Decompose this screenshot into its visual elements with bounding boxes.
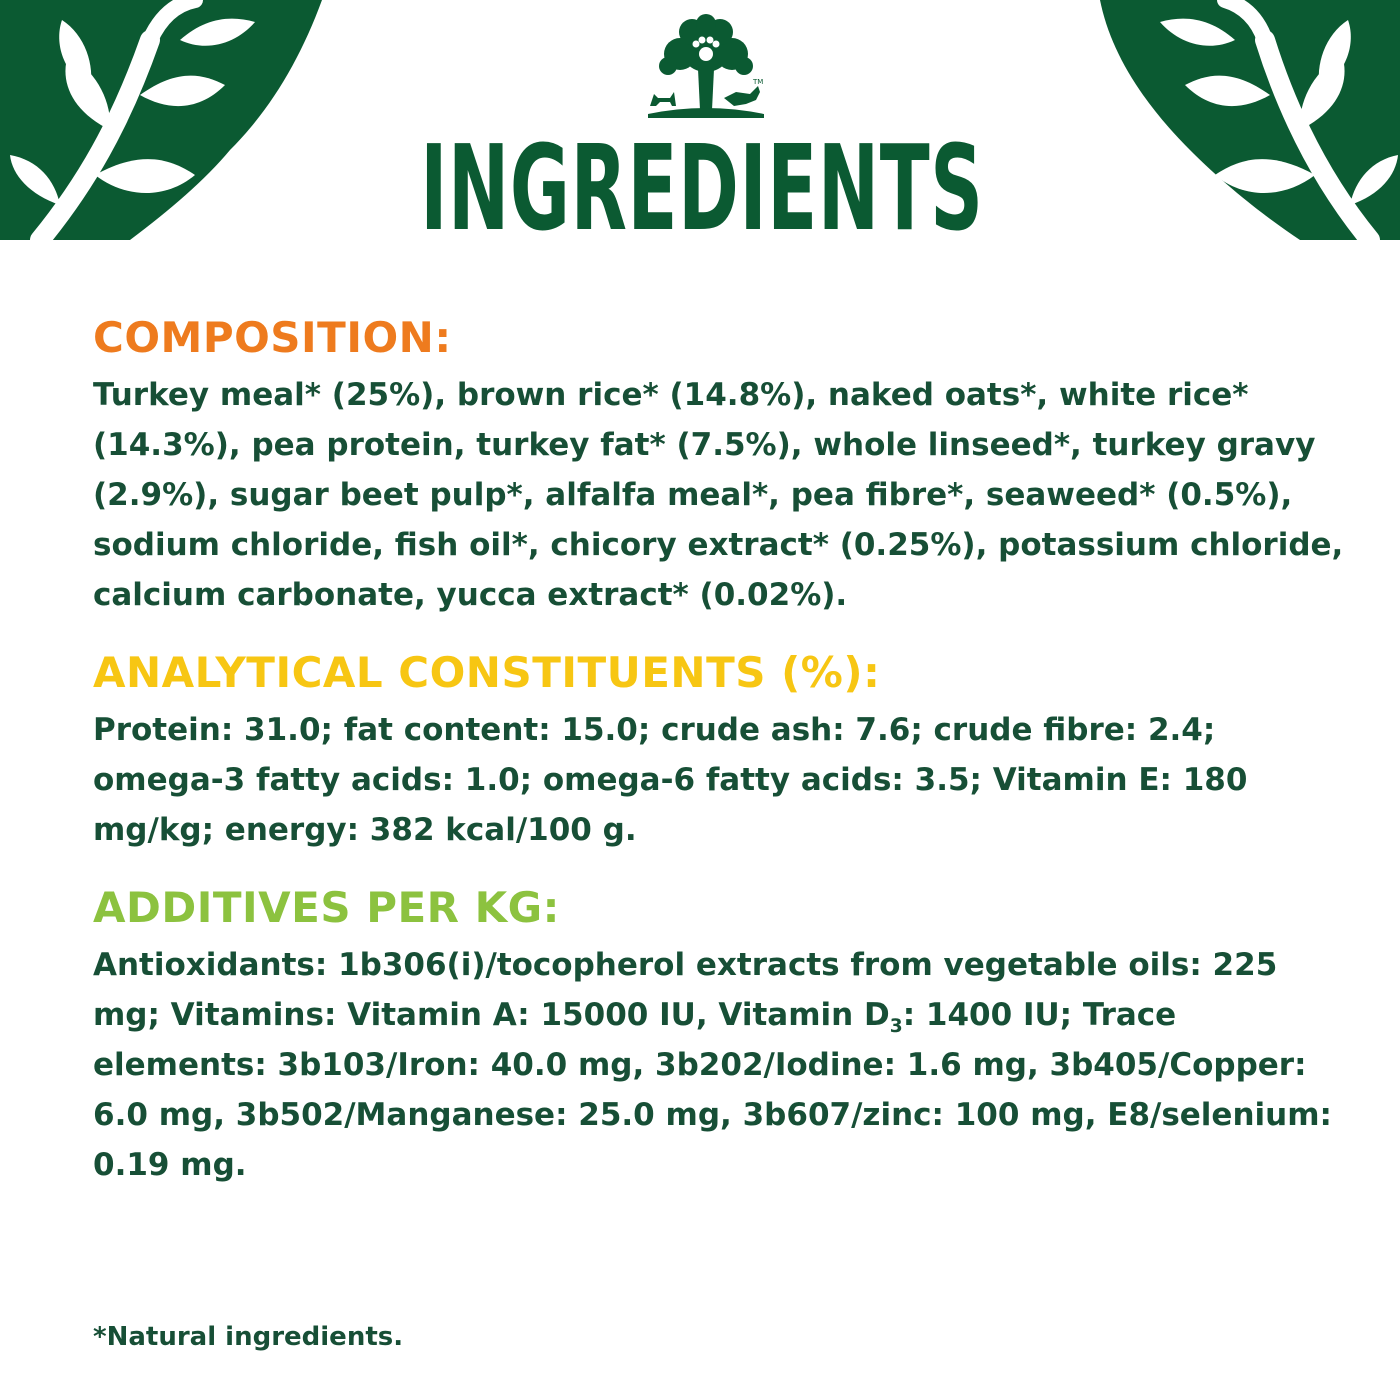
additives-text-part1: Antioxidants: 1b306(i)/tocopherol extracts from vegetable oils: 225 mg; Vitamins: Vitamin A: 15000 IU, Vitamin D	[93, 947, 1278, 1033]
brand-logo	[640, 14, 772, 124]
additives-heading: ADDITIVES PER KG:	[93, 883, 560, 932]
natural-ingredients-footnote: *Natural ingredients.	[93, 1322, 404, 1352]
trademark-mark: TM	[753, 78, 764, 86]
composition-text: Turkey meal* (25%), brown rice* (14.8%), naked oats*, white rice* (14.3%), pea protein, turkey fat* (7.5%), whole linseed*, turkey gravy (2.9%), sugar beet pulp*, alfalfa meal*, pea fibre*, seaweed* (0.5%), sodium chloride, fish oil*, chicory extract* (0.25%), potassium chloride, calcium carbonate, yucca extract* (0.02%).	[93, 377, 1344, 613]
analytical-constituents-text: Protein: 31.0; fat content: 15.0; crude ash: 7.6; crude fibre: 2.4; omega-3 fatty acids: 1.0; omega-6 fatty acids: 3.5; Vitamin E: 180 mg/kg; energy: 382 kcal/100 g.	[93, 712, 1248, 848]
header-banner	[0, 0, 1400, 257]
page-title: INGREDIENTS	[420, 119, 984, 257]
ingredients-content	[93, 300, 1353, 1190]
composition-heading: COMPOSITION:	[93, 313, 452, 362]
additives-text	[93, 940, 1353, 1190]
analytical-constituents-heading: ANALYTICAL CONSTITUENTS (%):	[93, 648, 881, 697]
vitamin-d-subscript: 3	[889, 1016, 903, 1038]
additives-text-part2: : 1400 IU; Trace elements: 3b103/Iron: 40.0 mg, 3b202/Iodine: 1.6 mg, 3b405/Copper: 6.0 mg, 3b502/Manganese: 25.0 mg, 3b607/zinc: 100 mg, E8/selenium: 0.19 mg.	[93, 997, 1332, 1183]
leaf-branch-right-decoration	[1100, 0, 1400, 240]
